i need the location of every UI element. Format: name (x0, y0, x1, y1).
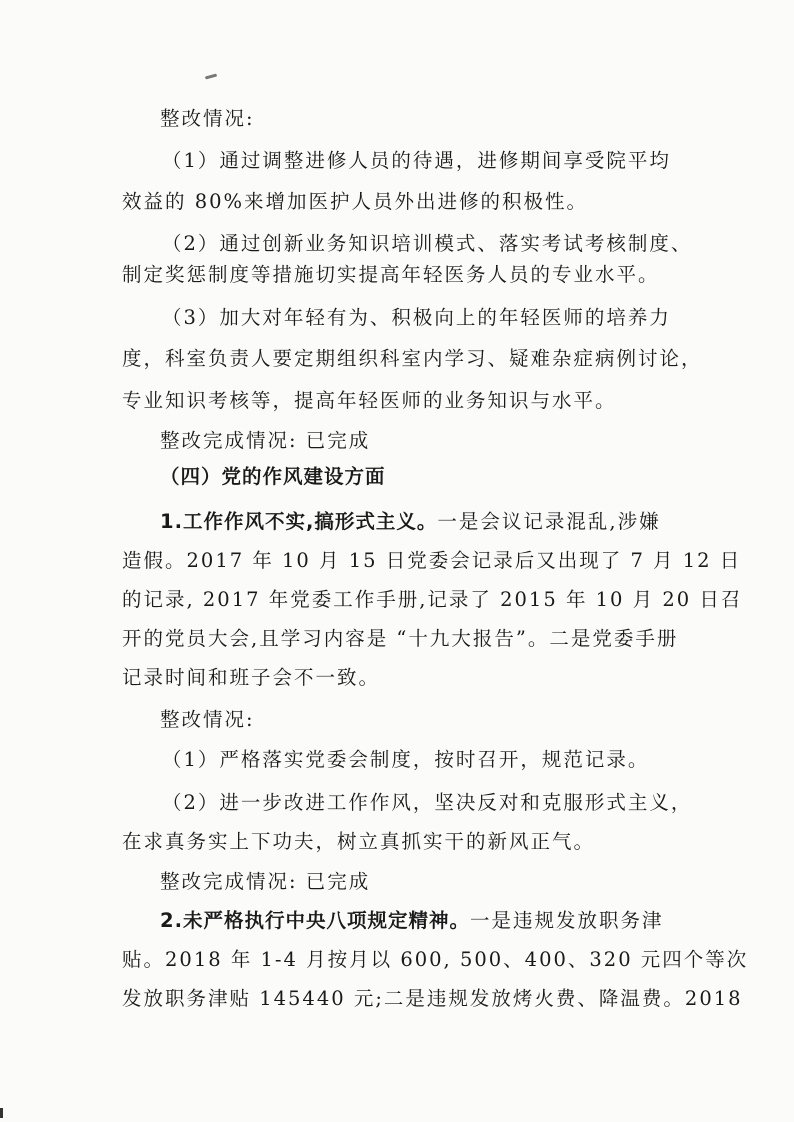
paragraph-line: 开的党员大会,且学习内容是 “十九大报告”。二是党委手册 (122, 627, 679, 650)
paragraph-line: 制定奖惩制度等措施切实提高年轻医务人员的专业水平。 (122, 263, 660, 286)
paragraph-line: （1）通过调整进修人员的待遇，进修期间享受院平均 (162, 149, 671, 172)
rectification-heading: 整改情况: (160, 708, 255, 731)
completion-status: 整改完成情况: 已完成 (160, 429, 371, 452)
issue-title: 2.未严格执行中央八项规定精神。 (160, 909, 470, 932)
paragraph-line: （2）进一步改进工作作风，坚决反对和克服形式主义， (162, 791, 693, 814)
paragraph-line: （1）严格落实党委会制度，按时召开，规范记录。 (162, 748, 650, 771)
paragraph-line: 贴。2018 年 1-4 月按月以 600, 500、400、320 元四个等次 (122, 948, 749, 971)
issue-text: 一是违规发放职务津 (469, 909, 664, 932)
paragraph-line: （2）通过创新业务知识培训模式、落实考试考核制度、 (162, 232, 693, 255)
paragraph-line: （3）加大对年轻有为、积极向上的年轻医师的培养力 (162, 306, 671, 329)
paragraph-line: 记录时间和班子会不一致。 (122, 666, 381, 689)
issue-text: 一是会议记录混乱,涉嫌 (437, 510, 661, 533)
scan-edge-mark (0, 1108, 3, 1118)
completion-status: 整改完成情况: 已完成 (160, 870, 371, 893)
paragraph-line: 效益的 80%来增加医护人员外出进修的积极性。 (122, 190, 589, 213)
paragraph-line: 的记录, 2017 年党委工作手册,记录了 2015 年 10 月 20 日召 (122, 588, 743, 611)
paragraph-line (160, 906, 664, 936)
scan-artifact (205, 73, 217, 79)
paragraph-line: 造假。2017 年 10 月 15 日党委会记录后又出现了 7 月 12 日 (122, 549, 742, 572)
paragraph-line: 在求真务实上下功夫，树立真抓实干的新风正气。 (122, 830, 596, 853)
paragraph-line: 专业知识考核等，提高年轻医师的业务知识与水平。 (122, 389, 617, 412)
paragraph-line: 发放职务津贴 145440 元;二是违规发放烤火费、降温费。2018 (122, 987, 743, 1010)
paragraph-line (160, 507, 661, 537)
section-heading: （四）党的作风建设方面 (160, 465, 386, 488)
issue-title: 1.工作作风不实,搞形式主义。 (160, 510, 438, 533)
rectification-heading: 整改情况: (160, 107, 255, 130)
paragraph-line: 度，科室负责人要定期组织科室内学习、疑难杂症病例讨论， (122, 347, 703, 370)
